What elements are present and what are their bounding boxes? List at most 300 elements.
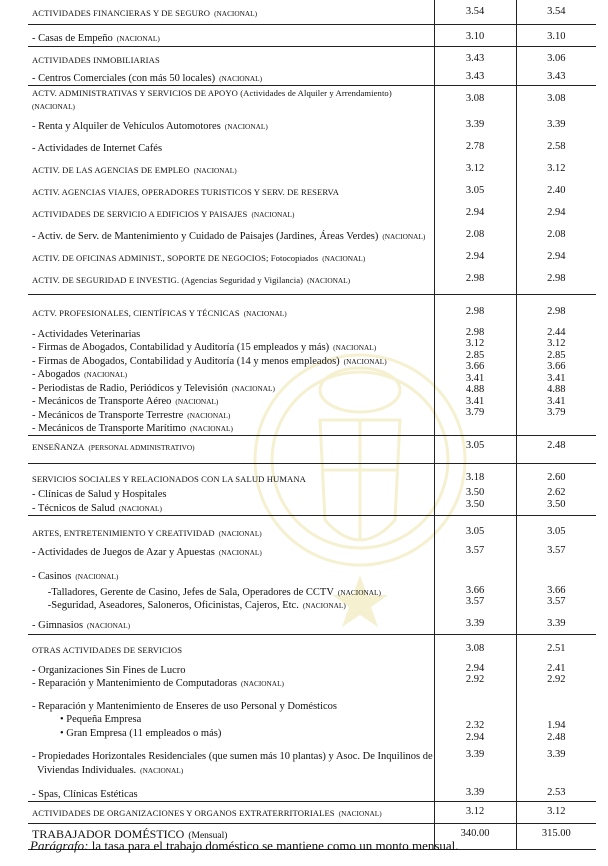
rate-column-2-cell xyxy=(516,539,596,563)
activity-line xyxy=(32,53,430,67)
table-row xyxy=(28,46,596,68)
table-row xyxy=(28,563,596,583)
activity-line xyxy=(32,99,430,113)
activity-line xyxy=(32,618,430,632)
activity-line xyxy=(32,421,430,435)
rate-column-2-cell xyxy=(516,487,596,515)
activity-label-cell xyxy=(28,515,434,539)
rate-column-1-cell xyxy=(434,113,516,135)
rate-column-2-cell xyxy=(516,801,596,823)
activity-label-cell xyxy=(28,68,434,85)
scope-note: (NACIONAL) xyxy=(116,33,160,43)
activity-label-cell xyxy=(28,435,434,463)
activity-text: - Organizaciones Sin Fines de Lucro xyxy=(32,664,186,676)
rate-column-1-cell xyxy=(434,201,516,223)
rate-value: 3.50 xyxy=(465,487,485,498)
scope-note: (NACIONAL) xyxy=(193,165,237,175)
activity-line xyxy=(32,440,430,454)
rate-value: 3.39 xyxy=(465,749,485,760)
scope-note: (NACIONAL) xyxy=(218,548,262,557)
activity-line xyxy=(32,381,430,395)
table-row xyxy=(28,267,596,295)
activity-text: • Pequeña Empresa xyxy=(60,714,142,725)
activity-line xyxy=(32,207,430,221)
activity-line xyxy=(32,394,430,408)
scope-note: (NACIONAL) xyxy=(338,808,382,818)
activity-label-cell xyxy=(28,661,434,695)
activity-text: - Spas, Clínicas Estéticas xyxy=(32,789,138,800)
activity-line xyxy=(32,501,430,515)
scope-note: (NACIONAL) xyxy=(337,587,381,597)
activity-text: - Renta y Alquiler de Vehículos Automotores xyxy=(32,120,221,132)
activity-line xyxy=(32,643,430,657)
scope-note: (NACIONAL) xyxy=(333,343,377,352)
rate-value: 3.12 xyxy=(465,162,485,174)
table-row xyxy=(28,661,596,695)
activity-text: - Gimnasios xyxy=(32,619,84,631)
rate-value: 3.39 xyxy=(547,617,566,629)
rate-value: 3.66 xyxy=(465,361,485,372)
rate-value: 2.94 xyxy=(465,731,485,743)
table-row xyxy=(28,85,596,113)
activity-line xyxy=(32,472,430,486)
activity-text: - Actividades de Juegos de Azar y Apuestas xyxy=(32,547,215,558)
rate-column-1-cell xyxy=(434,435,516,463)
rate-column-2-cell xyxy=(516,695,596,744)
table-row xyxy=(28,487,596,515)
scope-note: (NACIONAL) xyxy=(140,765,184,775)
wage-rates-table xyxy=(28,0,596,850)
activity-text: TRABAJADOR DOMÉSTICO xyxy=(32,826,185,841)
activity-label-cell xyxy=(28,267,434,295)
activity-text: - Abogados xyxy=(32,369,81,380)
activity-line xyxy=(32,663,430,677)
activity-line xyxy=(32,119,430,133)
rate-column-2-cell xyxy=(516,267,596,295)
rate-value: 3.66 xyxy=(547,361,566,372)
scope-note: (NACIONAL) xyxy=(32,102,75,111)
activity-label-cell xyxy=(28,743,434,781)
table-row xyxy=(28,201,596,223)
rate-column-1-cell xyxy=(434,635,516,661)
activity-line xyxy=(32,787,430,801)
rate-column-1-cell xyxy=(434,583,516,615)
activity-line xyxy=(32,676,430,690)
wage-rates-table-body xyxy=(28,0,596,849)
activity-text: - Técnicos de Salud xyxy=(32,502,115,514)
rate-value: 3.66 xyxy=(465,584,485,596)
activity-text: ACTIVIDADES DE SERVICIO A EDIFICIOS Y PAISAJES xyxy=(32,208,248,219)
rate-value: 3.12 xyxy=(465,338,485,349)
activity-label-cell xyxy=(28,201,434,223)
rate-column-1-cell xyxy=(434,46,516,68)
activity-line xyxy=(32,229,430,243)
rate-value: 3.05 xyxy=(465,525,485,537)
scope-note: (NACIONAL) xyxy=(214,9,258,18)
activity-line xyxy=(32,354,430,368)
activity-text: ACTIV. DE LAS AGENCIAS DE EMPLEO xyxy=(32,164,190,175)
rate-value: 3.12 xyxy=(547,805,566,817)
rate-value: 2.58 xyxy=(547,140,566,152)
rate-value: 3.39 xyxy=(547,749,566,760)
table-row xyxy=(28,615,596,635)
rate-value: 2.85 xyxy=(465,349,485,361)
rate-column-1-cell xyxy=(434,487,516,515)
activity-label-cell xyxy=(28,463,434,487)
rate-value: 2.92 xyxy=(465,674,485,685)
rate-value: 3.41 xyxy=(547,395,566,407)
rate-value: 2.48 xyxy=(547,439,566,451)
activity-line xyxy=(32,569,430,583)
rate-value: 2.32 xyxy=(465,720,485,731)
scope-note: (NACIONAL) xyxy=(307,275,351,285)
rate-column-2-cell xyxy=(516,46,596,68)
activity-line xyxy=(32,598,430,612)
rate-value xyxy=(517,709,597,721)
rate-value: 3.43 xyxy=(465,52,485,64)
activity-line xyxy=(32,306,430,320)
activity-label-cell xyxy=(28,563,434,583)
scope-note: (PERSONAL ADMINISTRATIVO) xyxy=(88,442,195,452)
rate-column-1-cell xyxy=(434,179,516,201)
rate-column-2-cell xyxy=(516,635,596,661)
rate-value: 3.50 xyxy=(547,498,566,510)
activity-line xyxy=(32,340,430,354)
activity-line xyxy=(32,699,430,713)
rate-column-2-cell xyxy=(516,661,596,695)
table-row xyxy=(28,0,596,24)
scope-note: (NACIONAL) xyxy=(75,572,119,581)
rate-column-2-cell xyxy=(516,321,596,436)
rate-value: 1.94 xyxy=(547,720,566,731)
rate-column-1-cell xyxy=(434,85,516,113)
scope-note: (NACIONAL) xyxy=(322,253,366,263)
scope-note: (NACIONAL) xyxy=(382,231,426,241)
activity-text: OTRAS ACTIVIDADES DE SERVICIOS xyxy=(32,645,183,655)
rate-value: 2.94 xyxy=(547,206,566,218)
rate-value: 3.41 xyxy=(465,395,485,407)
activity-text: ACTIVIDADES FINANCIERAS Y DE SEGURO xyxy=(32,8,211,18)
rate-value: 3.39 xyxy=(547,118,566,130)
activity-line xyxy=(32,545,430,559)
table-row xyxy=(28,801,596,823)
activity-label-cell xyxy=(28,24,434,46)
activity-line xyxy=(32,749,433,763)
rate-value: 3.54 xyxy=(547,6,566,17)
activity-line xyxy=(32,585,430,599)
footer-text: la tasa para el trabajo doméstico se mantiene como un monto mensual. xyxy=(88,838,459,853)
rate-value: 3.41 xyxy=(465,372,485,384)
rate-column-2-cell xyxy=(516,24,596,46)
activity-text: - Reparación y Mantenimiento de Computadoras xyxy=(32,678,237,689)
table-row xyxy=(28,321,596,436)
activity-line xyxy=(32,806,430,820)
activity-text: ACTIV. DE SEGURIDAD E INVESTIG. (Agencias Seguridad y Vigilancia) xyxy=(32,274,304,285)
rate-column-1-cell xyxy=(434,321,516,436)
rate-column-1-cell xyxy=(434,695,516,744)
activity-label-cell xyxy=(28,245,434,267)
rate-value: 3.54 xyxy=(465,6,485,17)
table-row xyxy=(28,135,596,157)
rate-value: 2.44 xyxy=(547,326,566,338)
table-row xyxy=(28,245,596,267)
rate-value: 2.60 xyxy=(547,471,566,483)
rate-column-2-cell xyxy=(516,563,596,583)
rate-value: 2.98 xyxy=(547,272,566,284)
table-row xyxy=(28,515,596,539)
scope-note: (NACIONAL) xyxy=(189,424,233,433)
scope-note: (NACIONAL) xyxy=(218,528,262,538)
rate-value: 2.94 xyxy=(465,206,485,218)
table-row xyxy=(28,463,596,487)
scope-note: (NACIONAL) xyxy=(343,356,387,366)
activity-text: - Mecánicos de Transporte Marítimo xyxy=(32,423,186,434)
rate-value: 2.92 xyxy=(547,674,566,685)
rate-column-2-cell xyxy=(516,68,596,85)
rate-column-2-cell xyxy=(516,113,596,135)
rate-column-2-cell xyxy=(516,515,596,539)
table-row xyxy=(28,223,596,245)
activity-label-cell xyxy=(28,583,434,615)
scope-note: (NACIONAL) xyxy=(241,679,284,688)
table-row xyxy=(28,635,596,661)
activity-text: SERVICIOS SOCIALES Y RELACIONADOS CON LA SALUD HUMANA xyxy=(32,473,306,484)
rate-column-2-cell xyxy=(516,85,596,113)
activity-line xyxy=(32,273,430,287)
table-row xyxy=(28,583,596,615)
rate-column-1-cell xyxy=(434,0,516,24)
rate-column-2-cell xyxy=(516,435,596,463)
rate-column-1-cell xyxy=(434,743,516,781)
activity-text: - Clínicas de Salud y Hospitales xyxy=(32,489,167,500)
rate-value: 2.08 xyxy=(547,228,566,240)
rate-column-2-cell xyxy=(516,179,596,201)
table-row xyxy=(28,68,596,85)
activity-label-cell xyxy=(28,635,434,661)
table-row xyxy=(28,435,596,463)
rate-value: 3.08 xyxy=(465,643,485,654)
scope-note: (NACIONAL) xyxy=(251,209,295,219)
rate-column-1-cell xyxy=(434,615,516,635)
rate-value: 2.08 xyxy=(465,228,485,240)
rate-value: 340.00 xyxy=(460,827,490,839)
scope-note: (NACIONAL) xyxy=(302,601,346,610)
rate-column-1-cell xyxy=(434,515,516,539)
rate-value: 3.10 xyxy=(547,30,566,42)
rate-value: 3.50 xyxy=(465,498,485,510)
activity-text: - Actividades de Internet Cafés xyxy=(32,142,163,154)
scope-note: (NACIONAL) xyxy=(175,397,219,406)
rate-column-1-cell xyxy=(434,68,516,85)
activity-text: - Actividades Veterinarias xyxy=(32,328,141,340)
rate-value: 4.88 xyxy=(465,384,485,395)
activity-line xyxy=(32,71,430,85)
rate-value: 2.85 xyxy=(547,349,566,361)
activity-text: - Firmas de Abogados, Contabilidad y Auditoría (15 empleados y más) xyxy=(32,342,330,353)
rate-value: 2.94 xyxy=(465,662,485,674)
activity-label-cell xyxy=(28,781,434,801)
rate-column-1-cell xyxy=(434,245,516,267)
scope-note: (NACIONAL) xyxy=(187,410,231,420)
rate-value: 3.10 xyxy=(465,30,485,42)
rate-value: 3.57 xyxy=(547,596,566,607)
activity-line xyxy=(32,712,430,726)
activity-label-cell xyxy=(28,295,434,321)
rate-value: 2.51 xyxy=(547,643,566,654)
rate-column-2-cell xyxy=(516,295,596,321)
activity-line xyxy=(32,408,430,422)
activity-line xyxy=(32,185,430,199)
table-row xyxy=(28,179,596,201)
table-row xyxy=(28,157,596,179)
activity-line xyxy=(32,86,430,100)
footer-paragraph xyxy=(30,838,590,854)
activity-label-cell xyxy=(28,85,434,113)
rate-value: 3.41 xyxy=(547,372,566,384)
activity-label-cell xyxy=(28,801,434,823)
scope-note: (NACIONAL) xyxy=(118,503,162,513)
rate-column-2-cell xyxy=(516,157,596,179)
table-row xyxy=(28,695,596,744)
activity-line xyxy=(32,141,430,155)
activity-line xyxy=(32,327,430,341)
scope-note: (Mensual) xyxy=(188,830,228,841)
activity-text: - Reparación y Mantenimiento de Enseres de uso Personal y Domésticos xyxy=(32,700,338,712)
rate-column-2-cell xyxy=(516,201,596,223)
rate-column-2-cell xyxy=(516,0,596,24)
table-row xyxy=(28,24,596,46)
scope-note: (NACIONAL) xyxy=(84,370,128,379)
activity-text: • Gran Empresa (11 empleados o más) xyxy=(60,727,222,739)
rate-value: 2.48 xyxy=(547,731,566,743)
activity-label-cell xyxy=(28,157,434,179)
activity-text: - Centros Comerciales (con más 50 locales) xyxy=(32,73,216,84)
rate-column-2-cell xyxy=(516,583,596,615)
activity-label-cell xyxy=(28,179,434,201)
activity-text: - Casas de Empeño xyxy=(32,32,113,44)
rate-value: 3.57 xyxy=(465,545,485,556)
rate-value: 3.57 xyxy=(465,596,485,607)
rate-value: 315.00 xyxy=(541,827,571,839)
rate-value: 2.62 xyxy=(547,487,566,498)
rate-column-1-cell xyxy=(434,295,516,321)
activity-line xyxy=(32,31,430,45)
activity-text: - Casinos xyxy=(32,571,72,582)
rate-value: 3.12 xyxy=(547,162,566,174)
activity-text: - Mecánicos de Transporte Aéreo xyxy=(32,396,172,407)
rate-value: 2.98 xyxy=(547,306,566,317)
rate-column-2-cell xyxy=(516,743,596,781)
activity-label-cell xyxy=(28,0,434,24)
rate-column-1-cell xyxy=(434,135,516,157)
activity-text: ACTIV. AGENCIAS VIAJES, OPERADORES TURISTICOS Y SERV. DE RESERVA xyxy=(32,186,340,197)
rate-value: 3.05 xyxy=(547,525,566,537)
activity-label-cell xyxy=(28,321,434,436)
rate-value: 3.12 xyxy=(465,805,485,817)
rate-value: 3.08 xyxy=(547,93,566,105)
activity-text: ACTIVIDADES INMOBILIARIAS xyxy=(32,54,160,65)
activity-text: ENSEÑANZA xyxy=(32,441,85,452)
rate-column-1-cell xyxy=(434,267,516,295)
footer-label: Parágrafo: xyxy=(30,838,89,853)
activity-line xyxy=(32,526,430,540)
rate-value: 3.43 xyxy=(547,71,566,82)
activity-text: ACTIV. DE OFICINAS ADMINIST., SOPORTE DE NEGOCIOS; Fotocopiados xyxy=(32,252,319,263)
rate-value: 3.39 xyxy=(465,787,485,798)
rate-value: 3.79 xyxy=(465,407,485,418)
rate-column-1-cell xyxy=(434,781,516,801)
rate-column-1-cell xyxy=(434,563,516,583)
rate-value: 2.94 xyxy=(465,250,485,262)
activity-text: ACTV. ADMINISTRATIVAS Y SERVICIOS DE APOYO (Actividades de Alquiler y Arrendamiento) xyxy=(32,87,392,98)
rate-value: 3.12 xyxy=(547,338,566,349)
rate-value: 4.88 xyxy=(547,384,566,395)
scope-note: (NACIONAL) xyxy=(231,383,275,393)
activity-line xyxy=(32,763,430,777)
rate-value: 2.94 xyxy=(547,250,566,262)
activity-label-cell xyxy=(28,135,434,157)
rate-value: 3.18 xyxy=(465,471,485,483)
rate-value: 3.57 xyxy=(547,545,566,556)
activity-label-cell xyxy=(28,695,434,744)
rate-value: 2.53 xyxy=(547,787,566,798)
rate-value: 3.39 xyxy=(465,617,485,629)
table-row xyxy=(28,113,596,135)
activity-line xyxy=(32,6,430,20)
table-row xyxy=(28,781,596,801)
rate-value: 3.39 xyxy=(465,118,485,130)
rate-column-2-cell xyxy=(516,223,596,245)
rate-column-2-cell xyxy=(516,615,596,635)
rate-value: 2.98 xyxy=(465,272,485,284)
rate-column-1-cell xyxy=(434,801,516,823)
scope-note: (NACIONAL) xyxy=(243,309,287,318)
rate-value xyxy=(435,709,516,721)
activity-line xyxy=(32,251,430,265)
scope-note: (NACIONAL) xyxy=(224,121,268,131)
activity-text: -Seguridad, Aseadores, Saloneros, Oficinistas, Cajeros, Etc. xyxy=(32,600,299,611)
rate-value: 3.08 xyxy=(465,93,485,105)
table-row xyxy=(28,743,596,781)
rate-value: 3.66 xyxy=(547,584,566,596)
activity-line xyxy=(32,163,430,177)
rate-column-1-cell xyxy=(434,661,516,695)
scope-note: (NACIONAL) xyxy=(219,74,263,83)
activity-text: ACTIVIDADES DE ORGANIZACIONES Y ORGANOS EXTRATERRITORIALES xyxy=(32,807,335,818)
rate-column-1-cell xyxy=(434,539,516,563)
rate-column-2-cell xyxy=(516,135,596,157)
rate-value: 3.05 xyxy=(465,439,485,451)
rate-value: 2.98 xyxy=(465,306,485,317)
activity-line xyxy=(32,726,430,740)
rate-column-2-cell xyxy=(516,245,596,267)
table-row xyxy=(28,295,596,321)
activity-text: Viviendas Individuales. xyxy=(32,764,137,776)
rate-column-1-cell xyxy=(434,463,516,487)
activity-text: - Mecánicos de Transporte Terrestre xyxy=(32,409,184,421)
activity-text: - Activ. de Serv. de Mantenimiento y Cuidado de Paisajes (Jardines, Áreas Verdes) xyxy=(32,230,379,242)
rate-value: 3.43 xyxy=(465,71,485,82)
rate-value: 2.41 xyxy=(547,662,566,674)
activity-label-cell xyxy=(28,487,434,515)
activity-label-cell xyxy=(28,615,434,635)
rate-column-2-cell xyxy=(516,463,596,487)
rate-value: 2.40 xyxy=(547,184,566,196)
rate-column-1-cell xyxy=(434,223,516,245)
rate-column-1-cell xyxy=(434,157,516,179)
rate-value: 2.98 xyxy=(465,326,485,338)
table-row xyxy=(28,539,596,563)
